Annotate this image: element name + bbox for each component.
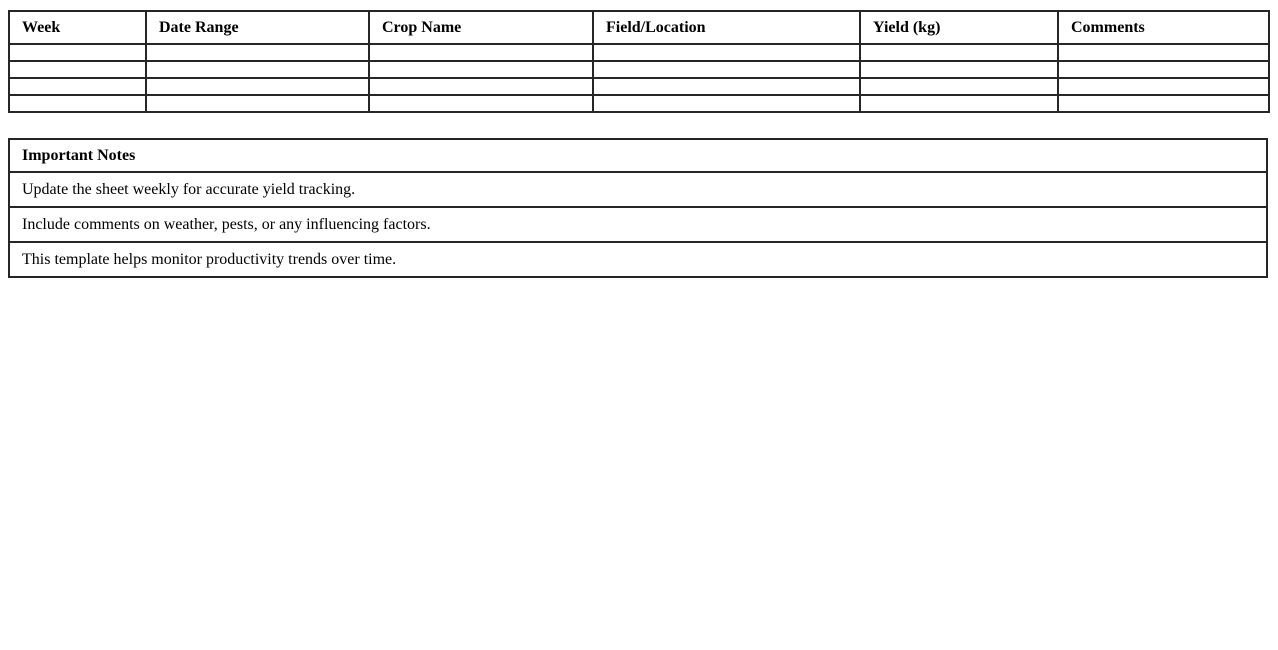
empty-cell-comments: [1058, 95, 1269, 112]
note-item: [9, 242, 1267, 277]
weekly-yield-table: [8, 10, 1270, 113]
column-header-comments: Comments: [1058, 11, 1269, 44]
empty-cell-crop-name: [369, 61, 593, 78]
column-header-crop-name: Crop Name: [369, 11, 593, 44]
notes-title-row: [9, 139, 1267, 172]
empty-cell-date-range: [146, 61, 369, 78]
empty-cell-crop-name: [369, 95, 593, 112]
empty-cell-field-location: [593, 61, 860, 78]
empty-cell-crop-name: [369, 44, 593, 61]
empty-cell-week: [9, 44, 146, 61]
empty-cell-crop-name: [369, 78, 593, 95]
empty-cell-week: [9, 95, 146, 112]
empty-cell-comments: [1058, 61, 1269, 78]
empty-cell-comments: [1058, 78, 1269, 95]
empty-cell-yield-kg: [860, 44, 1058, 61]
table-row: [9, 78, 1269, 95]
empty-cell-field-location: [593, 95, 860, 112]
note-text: This template helps monitor productivity trends over time.: [9, 242, 1267, 277]
column-header-yield-kg: Yield (kg): [860, 11, 1058, 44]
empty-cell-field-location: [593, 44, 860, 61]
empty-cell-date-range: [146, 95, 369, 112]
table-row: [9, 95, 1269, 112]
empty-cell-yield-kg: [860, 61, 1058, 78]
note-text: Include comments on weather, pests, or any influencing factors.: [9, 207, 1267, 242]
table-row: [9, 61, 1269, 78]
table-row: [9, 44, 1269, 61]
empty-cell-date-range: [146, 78, 369, 95]
note-item: [9, 207, 1267, 242]
empty-cell-field-location: [593, 78, 860, 95]
notes-title: Important Notes: [9, 139, 1267, 172]
empty-cell-yield-kg: [860, 78, 1058, 95]
important-notes-table: [8, 138, 1268, 278]
column-header-date-range: Date Range: [146, 11, 369, 44]
column-header-field-location: Field/Location: [593, 11, 860, 44]
empty-cell-comments: [1058, 44, 1269, 61]
column-header-week: Week: [9, 11, 146, 44]
note-item: [9, 172, 1267, 207]
empty-cell-week: [9, 78, 146, 95]
note-text: Update the sheet weekly for accurate yield tracking.: [9, 172, 1267, 207]
header-row: [9, 11, 1269, 44]
empty-cell-yield-kg: [860, 95, 1058, 112]
empty-cell-date-range: [146, 44, 369, 61]
empty-cell-week: [9, 61, 146, 78]
